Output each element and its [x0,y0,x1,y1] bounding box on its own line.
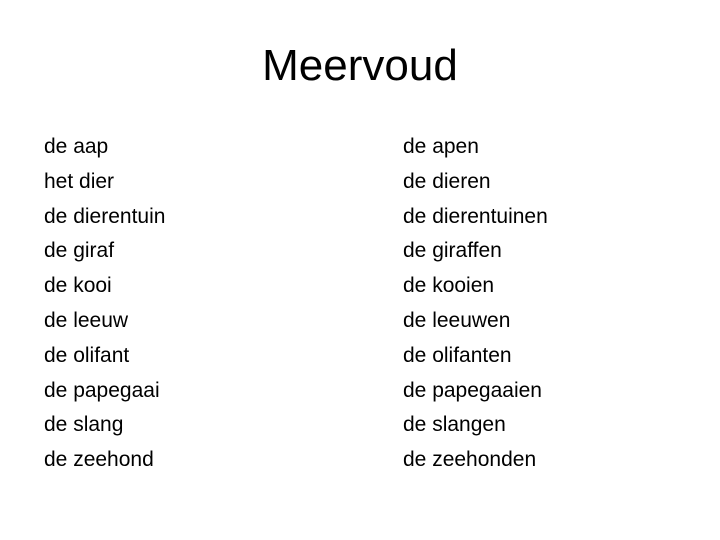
plural-item: de slangen [403,413,506,437]
plural-item: de dieren [403,169,491,193]
singular-item: de leeuw [44,308,129,332]
plural-item: de dierentuinen [403,204,548,228]
singular-item: het dier [44,169,115,193]
singular-item: de aap [44,135,109,158]
plural-item: de apen [403,135,479,158]
plural-item: de papegaaien [403,378,542,402]
singular-item: de slang [44,413,124,437]
slide-title: Meervoud [262,41,458,90]
plural-item: de giraffen [403,239,502,263]
singular-item: de dierentuin [44,204,166,228]
singular-item: de papegaai [44,378,160,402]
plural-item: de kooien [403,274,495,298]
plural-list [403,130,548,478]
singular-item: de giraf [44,239,115,263]
plural-item: de leeuwen [403,308,511,332]
plural-item: de olifanten [403,343,512,367]
singular-item: de olifant [44,343,130,367]
singular-item: de kooi [44,274,112,298]
plural-item: de zeehonden [403,448,537,472]
singular-item: de zeehond [44,448,154,472]
singular-list [44,130,165,478]
